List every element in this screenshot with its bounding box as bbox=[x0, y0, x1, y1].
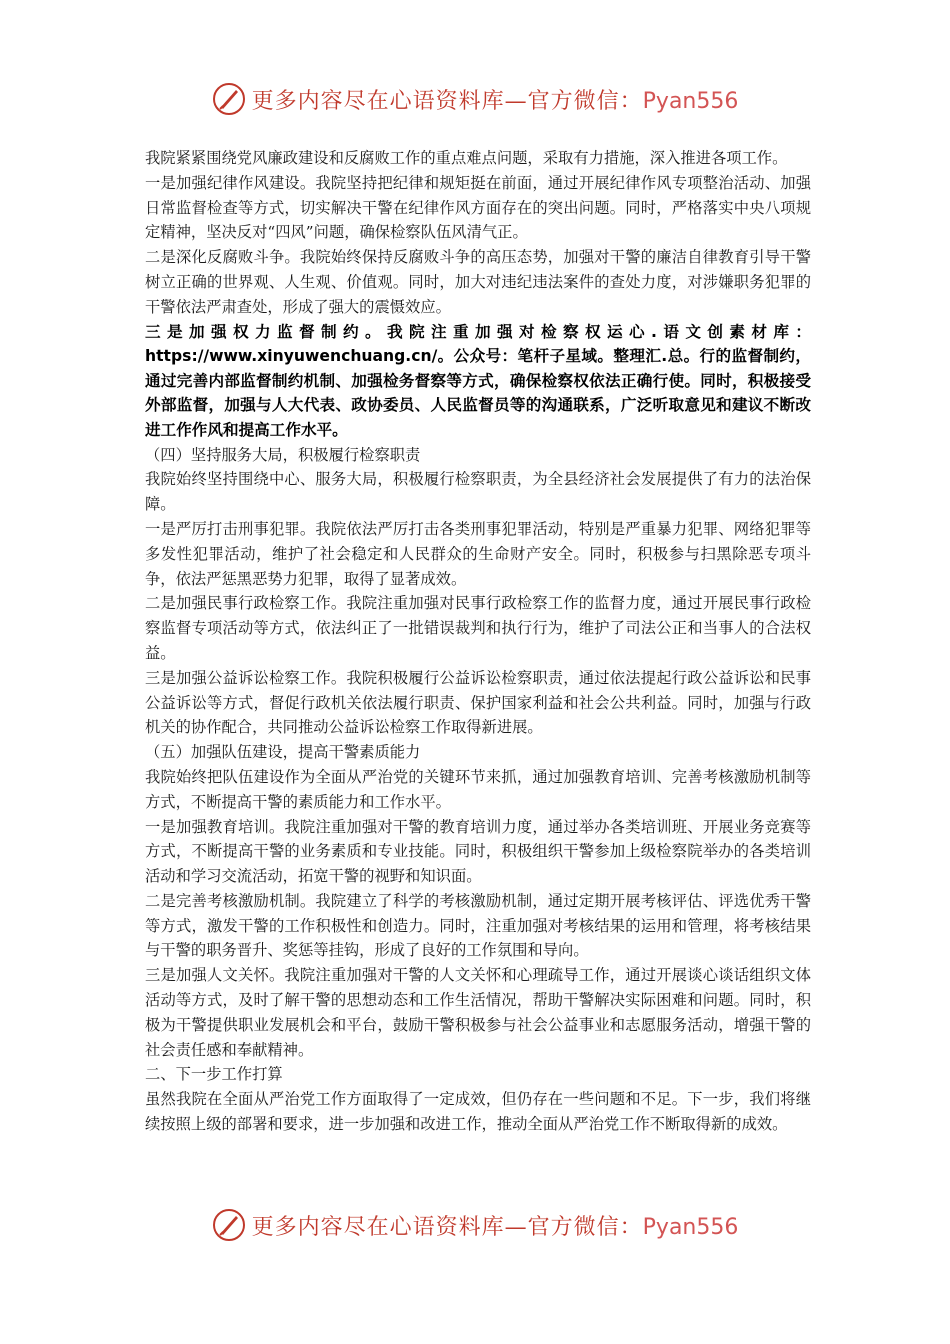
section-heading: （四）坚持服务大局，积极履行检察职责 bbox=[145, 445, 421, 464]
banner-text: 更多内容尽在心语资料库—官方微信： bbox=[251, 88, 643, 114]
paragraph: 一是加强教育培训。我院注重加强对干警的教育培训力度，通过举办各类培训班、开展业务竞赛等方式，不断提高干警的业务素质和专业技能。同时，积极组织干警参加上级检察院举办的各类培训活动和学习交流活动，拓宽干警的视野和知识面。 bbox=[145, 817, 811, 886]
paragraph: 我院紧紧围绕党风廉政建设和反腐败工作的重点难点问题，采取有力措施，深入推进各项工作。 bbox=[145, 149, 788, 167]
paragraph: 我院始终把队伍建设作为全面从严治党的关键环节来抓，通过加强教育培训、完善考核激励机制等方式，不断提高干警的素质能力和工作水平。 bbox=[145, 767, 811, 811]
paragraph: 虽然我院在全面从严治党工作方面取得了一定成效，但仍存在一些问题和不足。下一步，我们将继续按照上级的部署和要求，进一步加强和改进工作，推动全面从严治党工作不断取得新的成效。 bbox=[145, 1090, 811, 1134]
banner-wechat-id: Pyan556 bbox=[642, 88, 739, 114]
banner-wechat-id: Pyan556 bbox=[642, 1214, 739, 1240]
section-heading: （五）加强队伍建设，提高干警素质能力 bbox=[145, 743, 421, 762]
paragraph: 三是加强公益诉讼检察工作。我院积极履行公益诉讼检察职责，通过依法提起行政公益诉讼和民事公益诉讼等方式，督促行政机关依法履行职责、保护国家利益和社会公共利益。同时，加强与行政机关的协作配合，共同推动公益诉讼检察工作取得新进展。 bbox=[145, 668, 811, 737]
section-heading: 二、下一步工作打算 bbox=[145, 1065, 283, 1084]
footer-banner bbox=[0, 1208, 950, 1248]
document-body bbox=[145, 146, 811, 1137]
paragraph: 三是加强人文关怀。我院注重加强对干警的人文关怀和心理疏导工作，通过开展谈心谈话组织文体活动等方式，及时了解干警的思想动态和工作生活情况，帮助干警解决实际困难和问题。同时，积极为干警提供职业发展机会和平台，鼓励干警积极参与社会公益事业和志愿服务活动，增强干警的社会责任感和奉献精神。 bbox=[145, 966, 811, 1059]
quill-logo-icon bbox=[212, 82, 246, 116]
header-banner bbox=[0, 82, 950, 122]
paragraph: 二是加强民事行政检察工作。我院注重加强对民事行政检察工作的监督力度，通过开展民事行政检察监督专项活动等方式，依法纠正了一批错误裁判和执行行为，维护了司法公正和当事人的合法权益。 bbox=[145, 594, 811, 662]
paragraph: 一是加强纪律作风建设。我院坚持把纪律和规矩挺在前面，通过开展纪律作风专项整治活动、加强日常监督检查等方式，切实解决干警在纪律作风方面存在的突出问题。同时，严格落实中央八项规定精神，坚决反对“四风”问题，确保检察队伍风清气正。 bbox=[145, 173, 811, 242]
paragraph-highlighted: 三是加强权力监督制约。我院注重加强对检察权运心.语文创素材库：https://www.xinyuwenchuang.cn/。公众号：笔杆子星域。整理汇.总。行的监督制约，通过完善内部监督制约机制、加强检务督察等方式，确保检察权依法正确行使。同时，积极接受外部监督，加强与人大代表、政协委员、人民监督员等的沟通联系，广泛听取意见和建议不断改进工作作风和提高工作水平。 bbox=[145, 322, 811, 439]
quill-logo-icon bbox=[212, 1208, 246, 1242]
paragraph: 一是严厉打击刑事犯罪。我院依法严厉打击各类刑事犯罪活动，特别是严重暴力犯罪、网络犯罪等多发性犯罪活动，维护了社会稳定和人民群众的生命财产安全。同时，积极参与扫黑除恶专项斗争，依法严惩黑恶势力犯罪，取得了显著成效。 bbox=[145, 519, 811, 588]
paragraph: 二是完善考核激励机制。我院建立了科学的考核激励机制，通过定期开展考核评估、评选优秀干警等方式，激发干警的工作积极性和创造力。同时，注重加强对考核结果的运用和管理，将考核结果与干警的职务晋升、奖惩等挂钩，形成了良好的工作氛围和导向。 bbox=[145, 891, 811, 960]
banner-text: 更多内容尽在心语资料库—官方微信： bbox=[251, 1214, 643, 1240]
paragraph: 我院始终坚持围绕中心、服务大局，积极履行检察职责，为全县经济社会发展提供了有力的法治保障。 bbox=[145, 470, 811, 514]
paragraph: 二是深化反腐败斗争。我院始终保持反腐败斗争的高压态势，加强对干警的廉洁自律教育引导干警树立正确的世界观、人生观、价值观。同时，加大对违纪违法案件的查处力度，对涉嫌职务犯罪的干警依法严肃查处，形成了强大的震慑效应。 bbox=[145, 248, 811, 316]
